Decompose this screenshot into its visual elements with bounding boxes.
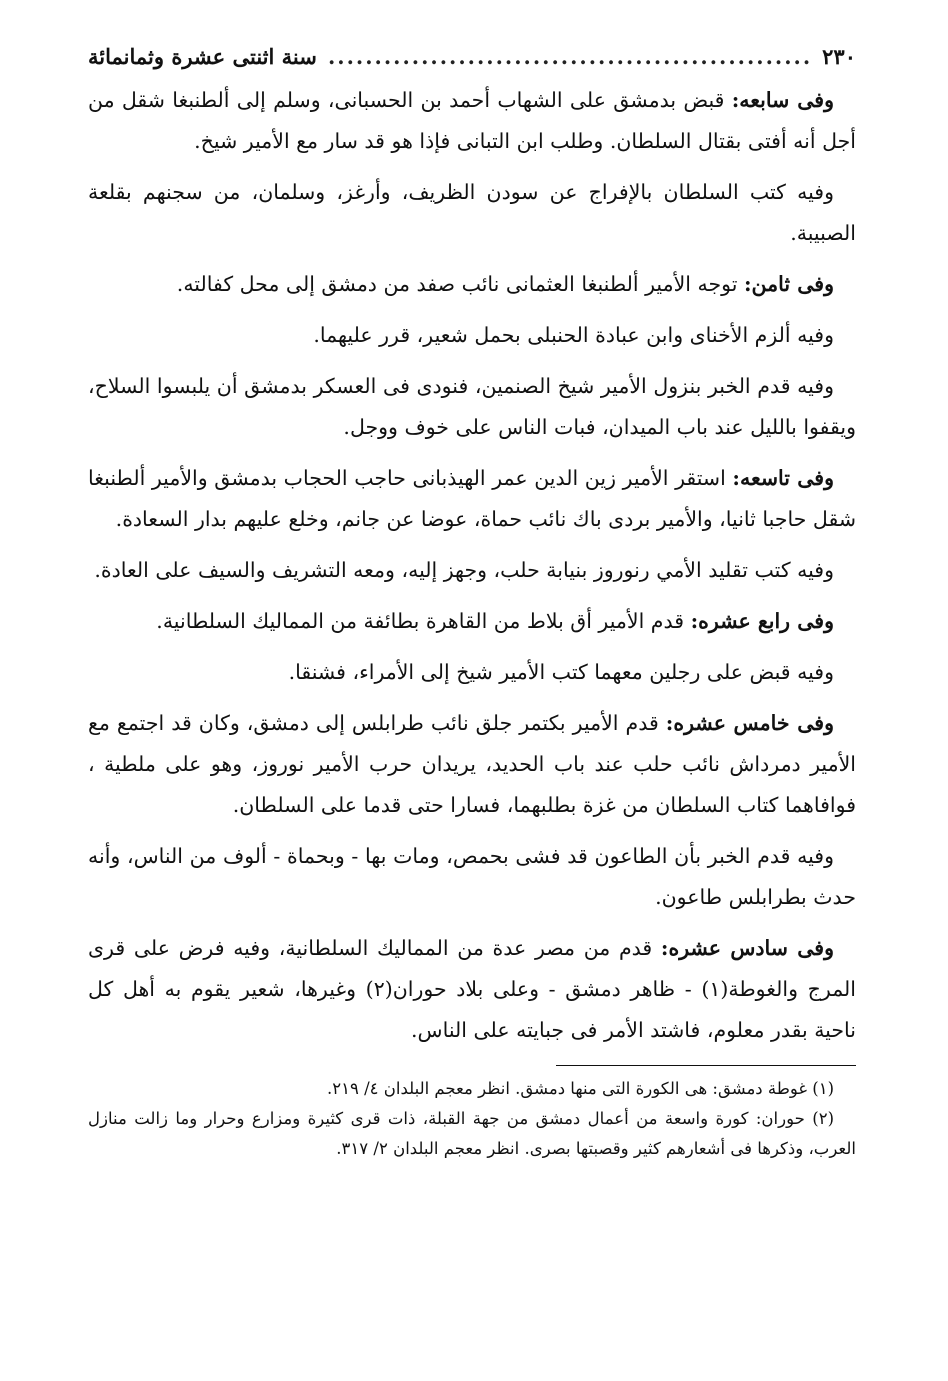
paragraph xyxy=(88,264,856,305)
paragraph xyxy=(88,366,856,448)
paragraph xyxy=(88,703,856,826)
running-head xyxy=(88,38,856,76)
paragraph-text: وفيه ألزم الأخناى وابن عبادة الحنبلى بحمل شعير، قرر عليهما. xyxy=(313,323,834,347)
paragraph xyxy=(88,315,856,356)
paragraph xyxy=(88,836,856,918)
paragraph xyxy=(88,601,856,642)
paragraph-date-label: وفى سابعه: xyxy=(731,88,835,112)
paragraph xyxy=(88,652,856,693)
paragraph xyxy=(88,80,856,162)
paragraph-date-label: وفى خامس عشره: xyxy=(665,711,835,735)
dot-leader xyxy=(327,38,812,76)
footnote-2: (٢) حوران: كورة واسعة من أعمال دمشق من جهة القبلة، ذات قرى كثيرة ومزارع وحرار وما زالت منازل العرب، وذكرها فى أشعارهم كثير وقصبتها بصرى. انظر معجم البلدان ٢/ ٣١٧. xyxy=(88,1109,856,1158)
paragraph-text: قبض بدمشق على الشهاب أحمد بن الحسبانى، وسلم إلى ألطنبغا شقل من أجل أنه أفتى بقتال السلطان. وطلب ابن التبانى فإذا هو قد سار مع الأمير شيخ. xyxy=(88,88,856,153)
paragraph xyxy=(88,172,856,254)
running-title: سنة اثنتى عشرة وثمانمائة xyxy=(88,44,317,69)
paragraph-text: وفيه كتب تقليد الأمي رنوروز بنيابة حلب، وجهز إليه، ومعه التشريف والسيف على العادة. xyxy=(94,558,834,582)
paragraph-date-label: وفى تاسعه: xyxy=(732,466,834,490)
paragraph-text: توجه الأمير ألطنبغا العثمانى نائب صفد من دمشق إلى محل كفالته. xyxy=(176,272,744,296)
paragraph-text: استقر الأمير زين الدين عمر الهيذبانى حاجب الحجاب بدمشق والأمير ألطنبغا شقل حاجبا ثانيا، والأمير بردى باك نائب حماة، عوضا عن جانم، وخلع عليهم بدار السعادة. xyxy=(88,466,856,531)
footnote-divider xyxy=(556,1065,856,1066)
paragraph-date-label: وفى ثامن: xyxy=(743,272,834,296)
paragraph-text: وفيه قدم الخبر بأن الطاعون قد فشى بحمص، ومات بها - وبحماة - ألوف من الناس، وأنه حدث بطرابلس طاعون. xyxy=(88,844,856,909)
paragraph-text: قدم الأمير أق بلاط من القاهرة بطائفة من المماليك السلطانية. xyxy=(156,609,691,633)
paragraph-text: قدم من مصر عدة من المماليك السلطانية، وفيه فرض على قرى المرج والغوطة(١) - ظاهر دمشق - وعلى بلاد حوران(٢) وغيرها، شعير يقوم به أهل كل ناحية بقدر معلوم، فاشتد الأمر فى جبايته على الناس. xyxy=(88,936,856,1042)
main-text xyxy=(88,80,856,1051)
paragraph xyxy=(88,550,856,591)
paragraph xyxy=(88,458,856,540)
book-page xyxy=(88,38,856,1348)
paragraph-text: قدم الأمير بكتمر جلق نائب طرابلس إلى دمشق، وكان قد اجتمع مع الأمير دمرداش نائب حلب عند باب الحديد، يريدان حرب الأمير نوروز، وهو على ملطية ، فوافاهما كتاب السلطان من غزة بطلبهما، فسارا حتى قدما على السلطان. xyxy=(88,711,856,817)
paragraph xyxy=(88,928,856,1051)
paragraph-text: وفيه قبض على رجلين معهما كتب الأمير شيخ إلى الأمراء، فشنقا. xyxy=(288,660,834,684)
footnote-1: (١) غوطة دمشق: هى الكورة التى منها دمشق. انظر معجم البلدان ٤/ ٢١٩. xyxy=(326,1079,834,1098)
paragraph-date-label: وفى رابع عشره: xyxy=(690,609,834,633)
page-number: ٢٣٠ xyxy=(822,44,856,69)
paragraph-date-label: وفى سادس عشره: xyxy=(660,936,834,960)
paragraph-text: وفيه كتب السلطان بالإفراج عن سودن الظريف، وأرغز، وسلمان، من سجنهم بقلعة الصبيبة. xyxy=(88,180,856,245)
footnotes xyxy=(88,1074,856,1164)
paragraph-text: وفيه قدم الخبر بنزول الأمير شيخ الصنمين، فنودى فى العسكر بدمشق أن يلبسوا السلاح، ويقفوا بالليل عند باب الميدان، فبات الناس على خوف ووجل. xyxy=(88,374,856,439)
